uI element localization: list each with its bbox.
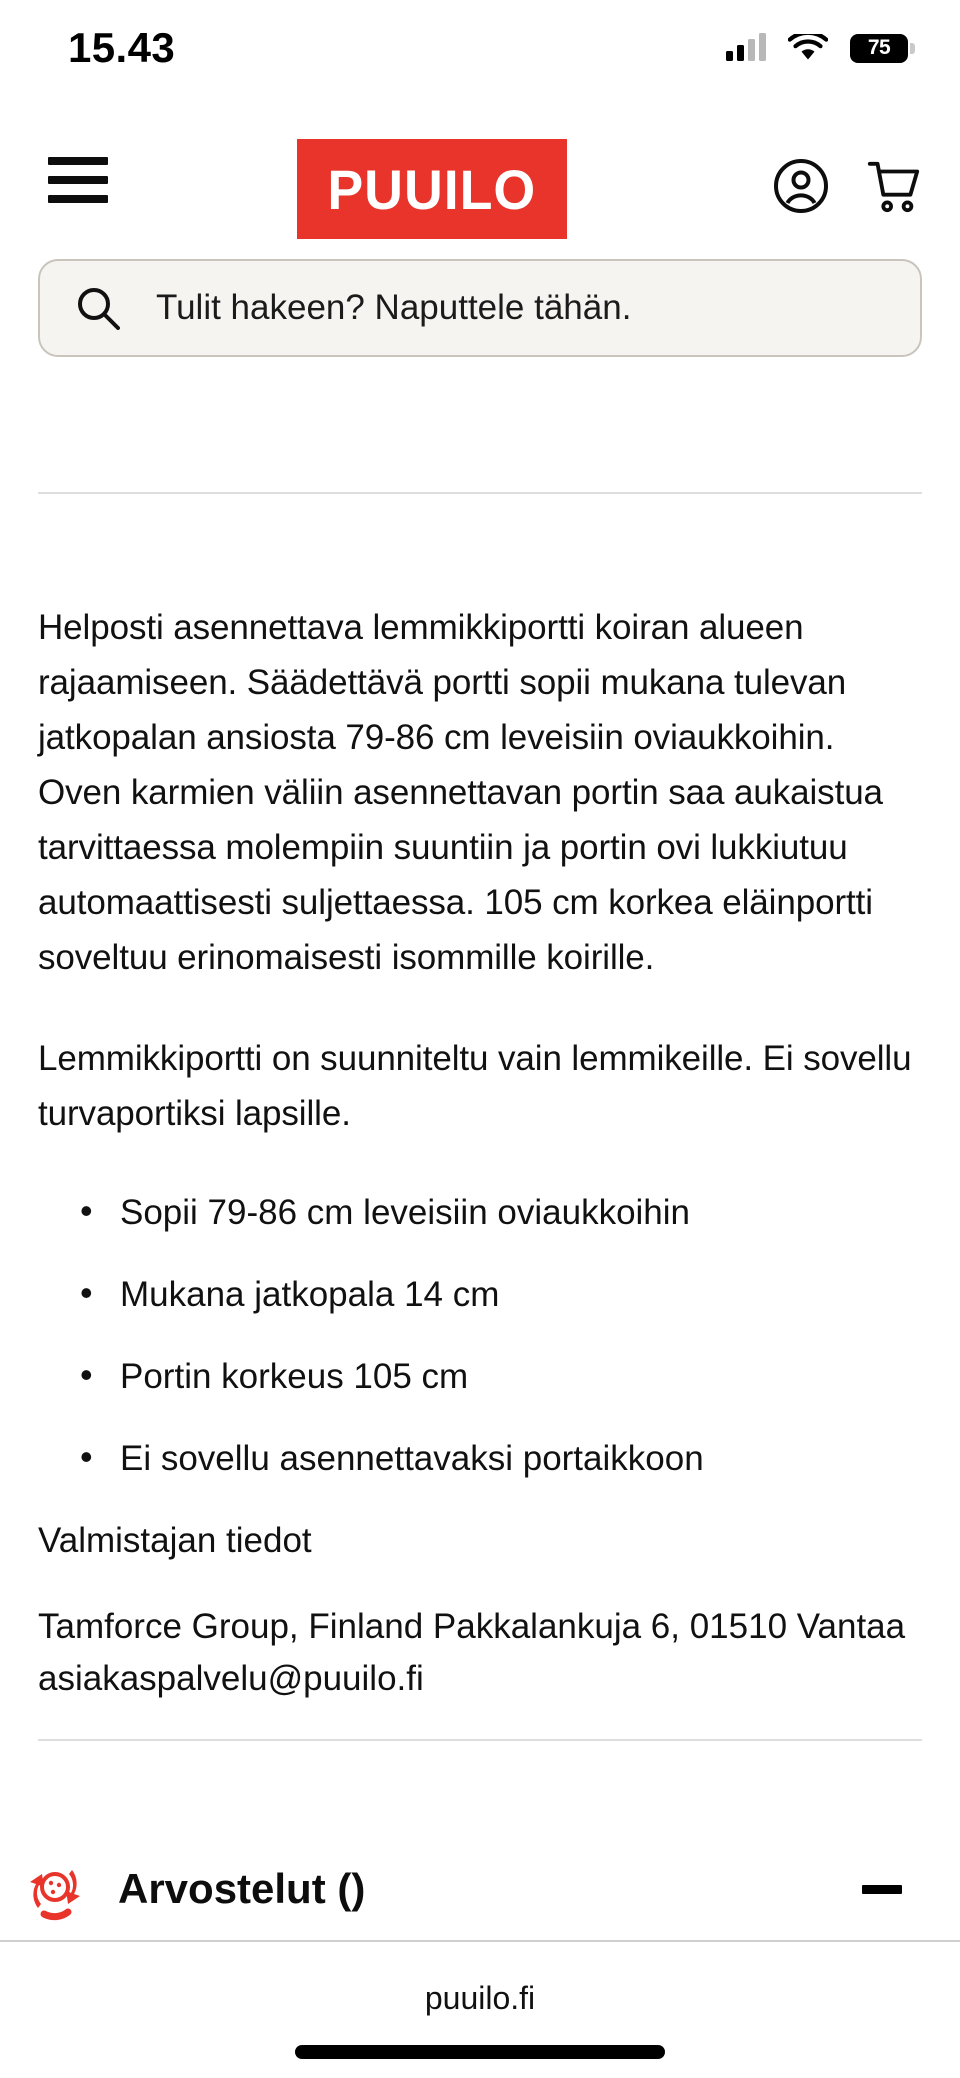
search-placeholder: Tulit hakeen? Naputtele tähän.: [156, 288, 632, 327]
feature-list: [46, 1187, 922, 1485]
manufacturer-label: Valmistajan tiedot: [38, 1521, 312, 1560]
browser-footer: [0, 1940, 960, 2078]
list-item: • Ei sovellu asennettavaksi portaikkoon: [46, 1433, 922, 1485]
hamburger-menu-icon[interactable]: [48, 157, 108, 203]
description-paragraph-1: Helposti asennettava lemmikkiportti koiran alueen rajaamiseen. Säädettävä portti sopii mukana tulevan jatkopalan ansiosta 79-86 cm leveisiin oviaukkoihin. Oven karmien väliin asennettavan portin saa aukaistua tarvittaessa molempiin suuntiin ja portin ovi lukkiutuu automaattisesti suljettaessa. 105 cm korkea eläinportti soveltuu erinomaisesti isommille koirille.: [38, 608, 883, 977]
status-bar: [0, 0, 960, 96]
list-item: • Sopii 79-86 cm leveisiin oviaukkoihin: [46, 1187, 922, 1239]
account-icon[interactable]: [772, 157, 830, 215]
description-paragraph-2: Lemmikkiportti on suunniteltu vain lemmikeille. Ei sovellu turvaportiksi lapsille.: [38, 1039, 912, 1133]
accordion-title-reviews: Arvostelut (): [118, 1865, 366, 1912]
footer-url[interactable]: puuilo.fi: [424, 1980, 536, 2016]
manufacturer-address: Tamforce Group, Finland Pakkalankuja 6, 01510 Vantaa: [38, 1607, 906, 1646]
wifi-icon: [788, 34, 828, 63]
accordion-header-reviews[interactable]: [0, 1841, 960, 1937]
header-row: [0, 124, 960, 234]
battery-icon: [850, 34, 908, 63]
battery-level: 75: [867, 36, 891, 59]
site-header: [0, 96, 960, 426]
divider: [38, 1739, 922, 1741]
cellular-signal-icon: [726, 35, 766, 61]
home-indicator[interactable]: [295, 2045, 665, 2059]
minus-icon[interactable]: [862, 1885, 902, 1894]
product-description-body: [38, 600, 922, 1705]
list-item: • Mukana jatkopala 14 cm: [46, 1269, 922, 1321]
puuilo-logo[interactable]: [297, 139, 567, 239]
status-time: 15.43: [68, 24, 176, 71]
divider: [38, 492, 922, 494]
shopping-cart-icon[interactable]: [864, 157, 922, 215]
logo-text: PUUILO: [327, 157, 537, 221]
header-actions: [772, 157, 922, 215]
status-indicators: [726, 34, 908, 63]
manufacturer-email[interactable]: asiakaspalvelu@puuilo.fi: [38, 1659, 424, 1698]
search-icon: [74, 284, 122, 332]
reviews-refresh-icon: [22, 1856, 88, 1922]
search-input[interactable]: [38, 259, 922, 357]
list-item: • Portin korkeus 105 cm: [46, 1351, 922, 1403]
